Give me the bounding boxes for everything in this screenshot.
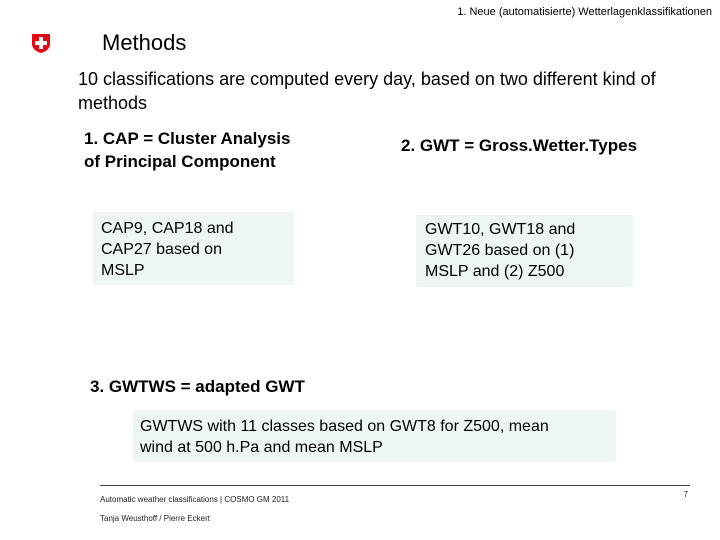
method-2-detail-line3: MSLP and (2) Z500 <box>425 263 565 280</box>
method-1-detail-box <box>93 212 294 285</box>
method-1-heading-line1: 1. CAP = Cluster Analysis <box>84 129 291 148</box>
method-3-detail-line2: wind at 500 h.Pa and mean MSLP <box>140 439 383 456</box>
method-3-heading: 3. GWTWS = adapted GWT <box>90 377 305 396</box>
method-2-detail-line1: GWT10, GWT18 and <box>425 221 576 238</box>
method-2-heading: 2. GWT = Gross.Wetter.Types <box>401 136 638 155</box>
footer-event: Automatic weather classifications | COSMO GM 2011 <box>100 495 290 504</box>
footer-authors: Tanja Weusthoff / Pierre Eckert <box>100 514 210 523</box>
intro-text: 10 classifications are computed every day, based on two different kind of methods <box>78 69 656 113</box>
footer-credits <box>100 490 289 528</box>
footer-divider <box>100 485 690 486</box>
swiss-cross-icon <box>30 32 52 54</box>
method-3-detail-line1: GWTWS with 11 classes based on GWT8 for Z500, mean <box>140 418 549 435</box>
method-1-detail-line3: MSLP <box>101 262 145 279</box>
page-number: 7 <box>683 490 688 499</box>
slide-title: Methods <box>102 30 187 55</box>
method-3-detail-box <box>133 410 616 462</box>
method-1-detail-line1: CAP9, CAP18 and <box>101 220 234 237</box>
method-1-heading <box>84 127 374 173</box>
method-1-heading-line2: of Principal Component <box>84 152 276 171</box>
method-1-detail-line2: CAP27 based on <box>101 241 222 258</box>
header-title: 1. Neue (automatisierte) Wetterlagenklassifikationen <box>457 6 712 18</box>
method-2-detail-box <box>416 215 633 287</box>
method-2-detail-line2: GWT26 based on (1) <box>425 242 575 259</box>
